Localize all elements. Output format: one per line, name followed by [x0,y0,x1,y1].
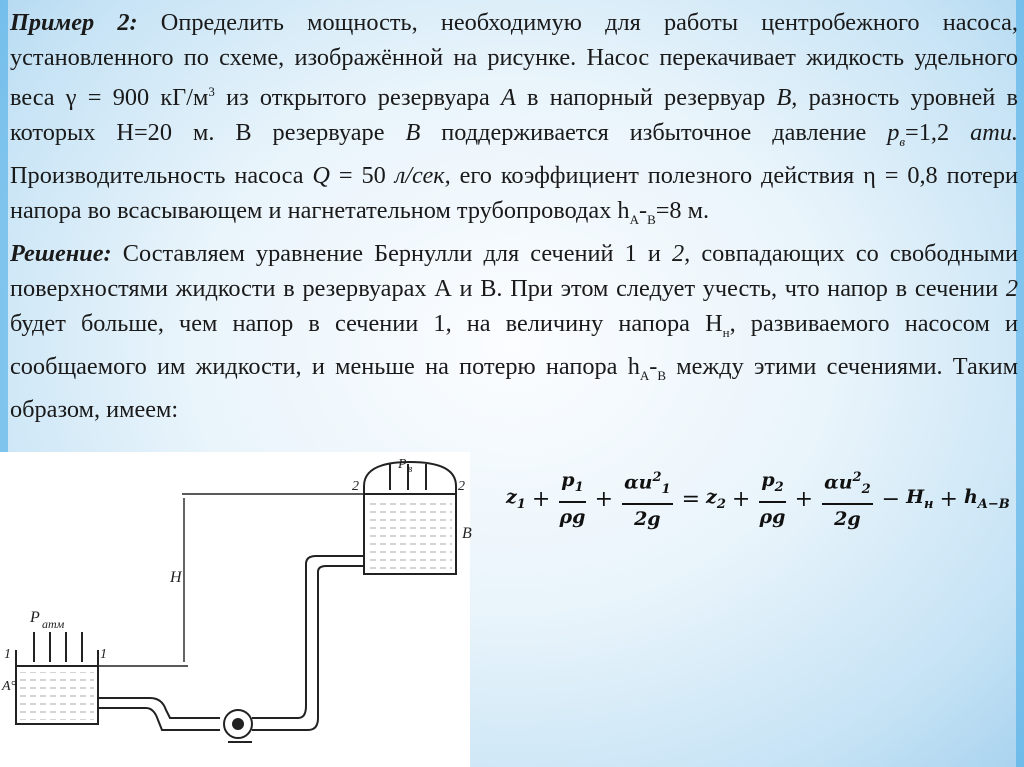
eq-subscript: 2 [774,479,784,495]
text-span: разность уровней в которых H=20 м. В резервуаре [10,84,1018,146]
eq-frac-u2 [822,467,873,531]
label-section-1-left: 1 [4,647,11,662]
eq-denominator: ρg [559,505,586,528]
italic-symbol: 2, [672,240,691,268]
text-span: - [649,353,658,381]
label-p-v-sub: в [408,464,413,475]
eq-z1 [506,486,526,512]
eq-superscript: 2 [652,469,662,485]
problem-paragraph [10,6,1018,237]
text-span: , развиваемого насосом и сообщаемого им жидкости, и меньше на потерю напора h [10,309,1018,381]
eq-minus: − [881,486,901,512]
subscript: A [629,211,639,227]
eq-symbol: z [506,486,517,509]
text-span: Определить мощность, необходимую для работы центробежного насоса, установленного по схеме, изображённой на рисунке. Насос перекачивает жидкость удельного веса γ = 900 кГ/м [10,9,1018,112]
label-p-atm-sub: атм [42,617,65,631]
eq-subscript: 1 [574,479,584,495]
subscript: B [657,367,667,383]
eq-z2 [706,486,726,512]
example-label: Пример 2: [10,9,138,36]
eq-frac-p1 [559,469,585,529]
label-p-v: P [398,457,407,472]
delivery-pipe-inner [252,566,364,730]
eq-subscript: 2 [716,496,726,512]
eq-hn [906,486,933,512]
italic-symbol: B [405,118,421,146]
eq-plus: + [939,486,958,512]
label-h: H [170,569,182,586]
pump-scheme-drawing [0,452,470,767]
bernoulli-equation [506,464,1010,534]
label-section-2-right: 2 [458,479,465,494]
text-span: совпадающих со свободными поверхностями жидкости в резервуарах А и В. При этом следует учесть, что напор в сечении [10,240,1018,302]
eq-equals: = [681,486,701,512]
label-b: B [462,525,472,542]
text-span: =8 м. [655,196,710,224]
eq-denominator: 2g [834,508,861,531]
subscript: B [647,211,656,227]
italic-symbol: p [887,118,900,146]
eq-subscript: 1 [516,496,526,512]
solution-paragraph [10,237,1018,428]
eq-plus: + [794,486,814,512]
text-span: Составляем уравнение Бернулли для сечений 1 и [111,240,673,268]
eq-symbol: h [963,486,978,509]
eq-subscript: 1 [661,482,671,498]
solution-label: Решение: [10,240,112,268]
subscript: в [899,133,906,149]
text-span: =1,2 [905,118,971,146]
eq-plus: + [531,486,551,512]
label-section-1-right: 1 [100,647,107,662]
italic-symbol: 2 [1005,274,1018,302]
eq-subscript: н [924,496,934,512]
text-span: в напорный резервуар [515,84,777,112]
text-span: будет больше, чем напор в сечении 1, на величину напора H [10,309,723,337]
eq-symbol: p [561,469,575,492]
subscript: н [722,324,730,340]
text-span: его коэффициент полезного действия η = 0,8 потери напора во всасывающем и нагнетательном трубопроводах h [10,162,1018,224]
superscript: 3 [208,84,215,100]
eq-symbol: αu [824,471,853,494]
italic-symbol: ати. [970,118,1018,146]
eq-denominator: 2g [634,508,661,531]
eq-frac-p2 [759,469,785,529]
eq-subscript: A−B [977,496,1010,512]
eq-symbol: z [706,486,717,509]
text-span: Производительность насоса [10,162,313,190]
subscript: A [639,367,650,383]
eq-superscript: 2 [852,469,862,485]
text-span: из открытого резервуара [214,84,501,112]
eq-symbol: αu [624,471,653,494]
slide-text [10,6,1018,428]
label-section-2-left: 2 [352,479,359,494]
label-a: A° [2,679,17,694]
text-span: между этими сечениями. Таким образом, имеем: [10,353,1019,424]
eq-denominator: ρg [759,505,786,528]
italic-symbol: B, [776,84,798,112]
delivery-pipe-outer [252,556,364,718]
eq-symbol: p [761,469,775,492]
text-span: поддерживается избыточное давление [420,118,888,146]
eq-plus: + [731,486,751,512]
text-span: - [638,196,648,224]
text-span: = 50 [329,162,395,190]
eq-plus: + [594,486,614,512]
eq-symbol: H [906,486,925,509]
pump-scheme-figure [0,452,470,767]
italic-symbol: А [500,84,516,112]
eq-frac-u1 [622,467,673,531]
eq-h-loss [964,486,1010,512]
label-p-atm: P [30,609,40,626]
italic-symbol: Q [312,162,330,190]
eq-subscript: 2 [861,482,871,498]
italic-symbol: л/сек, [394,162,451,190]
